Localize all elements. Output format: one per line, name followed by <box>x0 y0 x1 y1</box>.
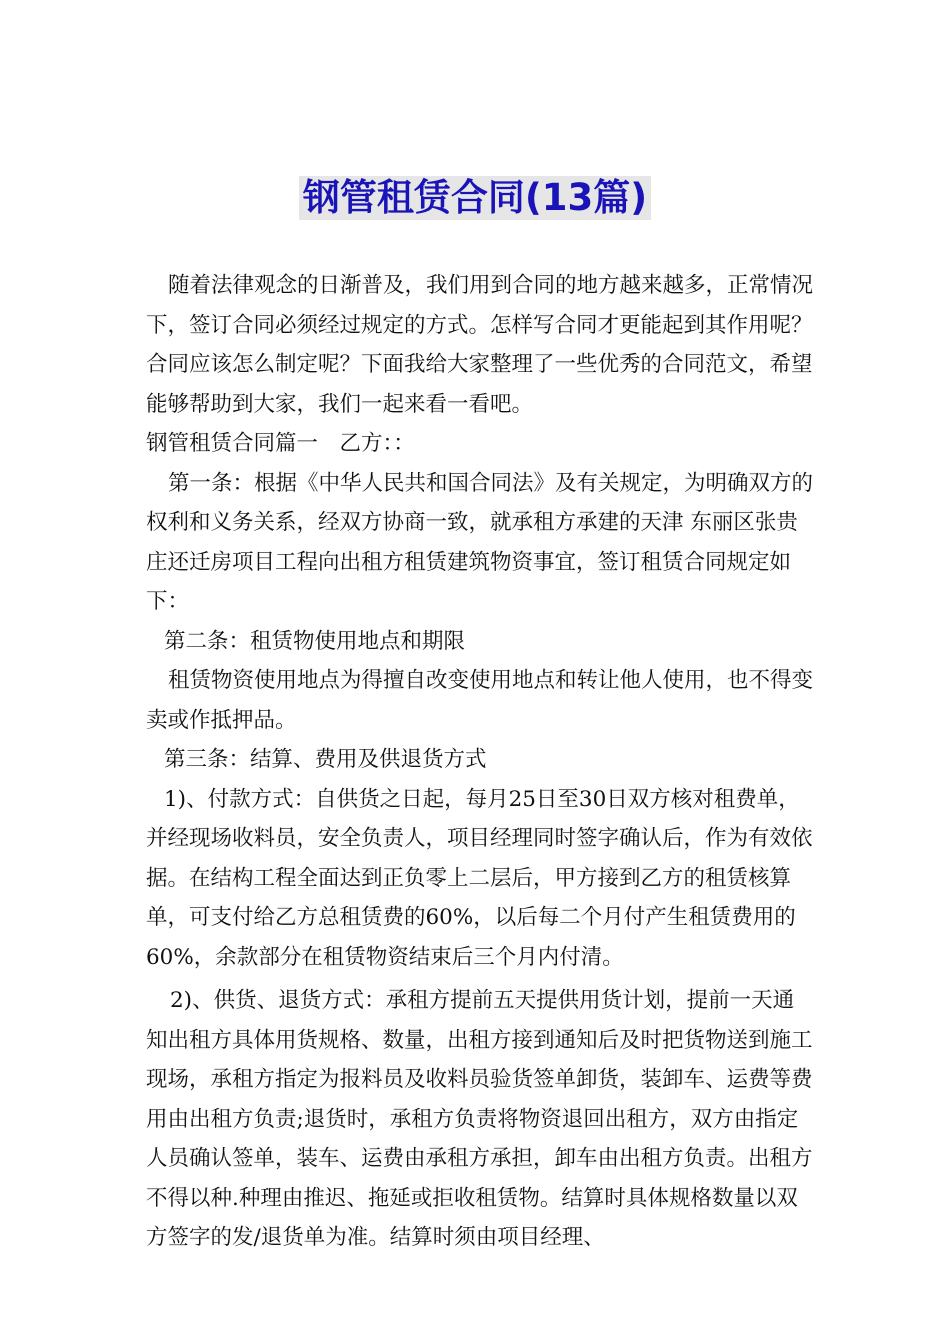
paragraph-article-2-body: 租赁物资使用地点为得擅自改变使用地点和转让他人使用，也不得变卖或作抵押品。 <box>146 668 814 733</box>
document-body <box>146 266 814 1258</box>
paragraph-payment-method: 1)、付款方式：自供货之日起，每月25日至30日双方核对租费单，并经现场收料员，安全负责人，项目经理同时签字确认后，作为有效依据。在结构工程全面达到正负零上二层后，甲方接到乙方的租赁核算单，可支付给乙方总租赁费的60%，以后每二个月付产生租赁费用的60%，余款部分在租赁物资结束后三个月内付清。 <box>146 786 813 970</box>
title-container <box>0 176 950 220</box>
paragraph-intro: 随着法律观念的日渐普及，我们用到合同的地方越来越多，正常情况下，签订合同必须经过规定的方式。怎样写合同才更能起到其作用呢？合同应该怎么制定呢？下面我给大家整理了一些优秀的合同范文，希望能够帮助到大家，我们一起来看一看吧。 <box>146 273 814 417</box>
paragraph-article-1: 第一条：根据《中华人民共和国合同法》及有关规定，为明确双方的权利和义务关系，经双方协商一致，就承租方承建的天津 东丽区张贵庄还迁房项目工程向出租方租赁建筑物资事宜，签订租赁合同规定如下： <box>146 470 814 614</box>
paragraph-article-2-heading: 第二条：租赁物使用地点和期限 <box>164 628 466 654</box>
paragraph-delivery-return: 2)、供货、退货方式：承租方提前五天提供用货计划，提前一天通知出租方具体用货规格、数量，出租方接到通知后及时把货物送到施工现场，承租方指定为报料员及收料员验货签单卸货，装卸车、运费等费用由出租方负责;退货时，承租方负责将物资退回出租方，双方由指定人员确认签单，装车、运费由承租方承担，卸车由出租方负责。出租方不得以种.种理由推迟、拖延或拒收租赁物。结算时具体规格数量以双方签字的发/退货单为准。结算时须由项目经理、 <box>146 988 813 1250</box>
document-title: 钢管租赁合同(13篇) <box>299 176 651 220</box>
paragraph-section-heading: 钢管租赁合同篇一 乙方：： <box>146 431 415 456</box>
paragraph-article-3-heading: 第三条：结算、费用及供退货方式 <box>164 747 487 772</box>
